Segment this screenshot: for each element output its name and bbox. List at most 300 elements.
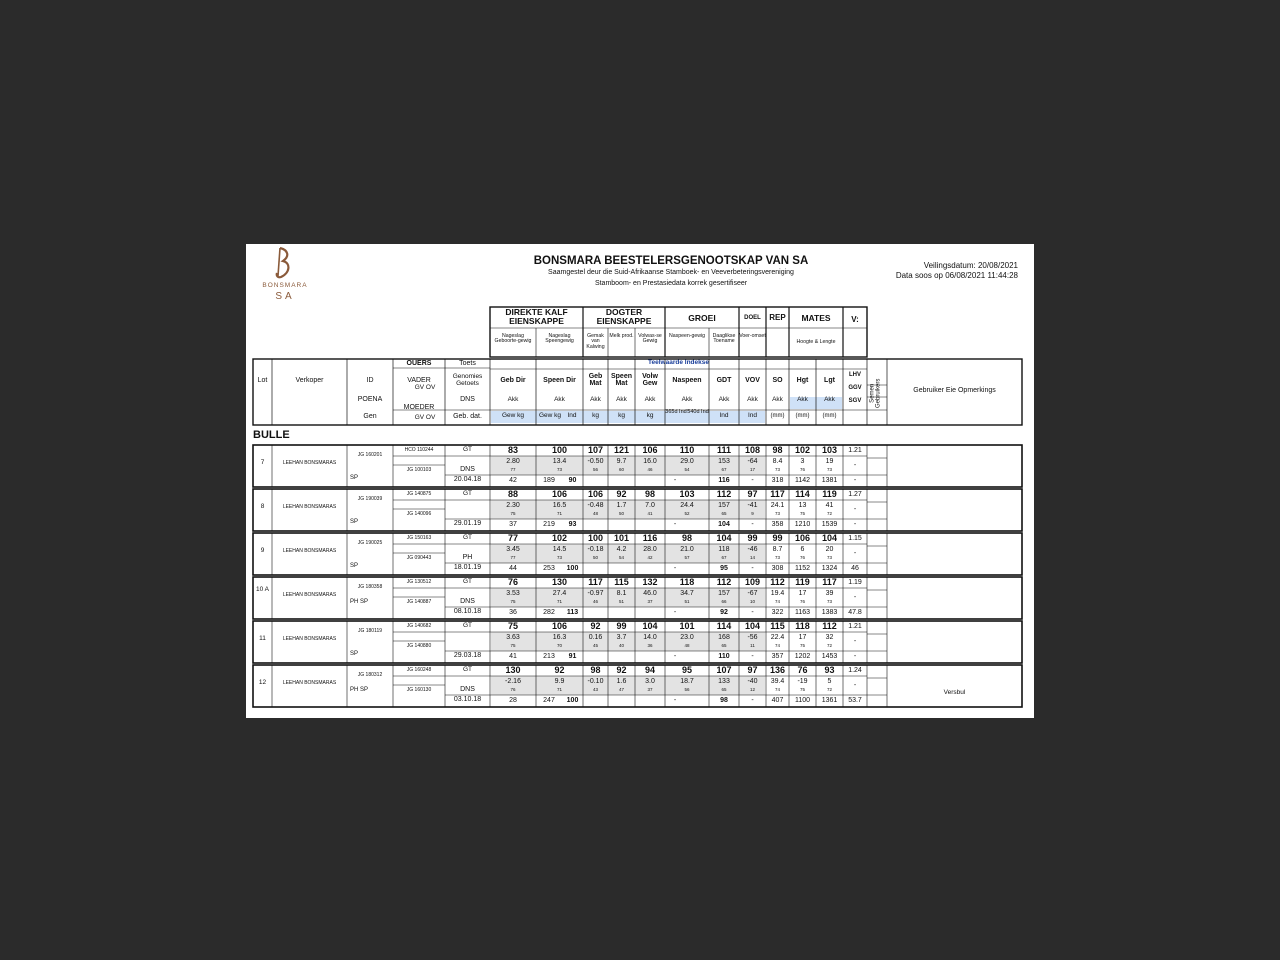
lhv-value: 1.24	[848, 667, 862, 674]
ebv-value: 14.0	[643, 634, 657, 641]
poena-status: SP	[350, 651, 359, 657]
accuracy-value: 50	[592, 555, 598, 560]
animal-id: JG 190039	[357, 496, 383, 502]
accuracy-value: 70	[556, 643, 562, 648]
accuracy-value: 9	[751, 511, 754, 516]
birth-date: 03.10.18	[453, 696, 482, 703]
birth-date: 29.01.19	[453, 520, 482, 527]
bottom-value: 1383	[821, 609, 838, 616]
ebv-value: 17	[798, 634, 807, 641]
index-value: 116	[642, 533, 658, 543]
birth-date: 20.04.18	[453, 476, 482, 483]
ebv-value: 3.0	[645, 678, 655, 685]
ebv-value: 34.7	[680, 590, 694, 597]
accuracy-value: 46	[592, 599, 598, 604]
ggv-value: -	[853, 638, 857, 645]
accuracy-value: 72	[826, 643, 832, 648]
accuracy-value: 71	[556, 687, 562, 692]
accuracy-value: 73	[556, 555, 562, 560]
accuracy-value: 73	[774, 467, 780, 472]
bottom-value: 247	[543, 697, 555, 704]
index-value: 104	[744, 621, 761, 631]
accuracy-value: 10	[749, 599, 755, 604]
subgroup-nageslag_speen: Nageslag Speengewig	[545, 333, 574, 345]
bottom-value: 113	[566, 609, 579, 616]
subgroup-hoogte: Hoogte & Lengte	[796, 339, 836, 345]
lhv-value: 1.15	[848, 535, 862, 542]
index-value: 97	[747, 489, 758, 499]
col-speen-dir: Speen Dir	[543, 377, 576, 384]
accuracy-value: 77	[510, 467, 516, 472]
index-value: 75	[507, 621, 518, 631]
index-value: 112	[822, 621, 837, 631]
poena-status: SP	[350, 475, 359, 481]
accuracy-value: 57	[684, 555, 690, 560]
index-value: 102	[794, 445, 811, 455]
bottom-value: -	[751, 697, 754, 704]
ebv-value: 5	[827, 678, 832, 685]
col-akk: Akk	[644, 396, 656, 403]
bottom-value: 253	[543, 565, 555, 572]
col-gv-ov-dam: GV OV	[414, 414, 436, 421]
accuracy-value: 72	[826, 511, 832, 516]
bottom-value: -	[751, 521, 754, 528]
accuracy-value: 76	[799, 555, 805, 560]
accuracy-value: 40	[618, 643, 624, 648]
index-value: 117	[822, 577, 837, 587]
col-gv-ov-sire: GV OV	[414, 384, 436, 391]
bottom-value: 98	[720, 697, 728, 704]
ebv-value: 3	[800, 458, 805, 465]
accuracy-value: 43	[592, 687, 598, 692]
bottom-value: 37	[509, 521, 517, 528]
ebv-value: 9.9	[554, 678, 565, 685]
seller-name: LEEHAN BONSMARAS	[282, 548, 337, 554]
ebv-value: -0.18	[587, 546, 604, 553]
bottom-value: 95	[720, 565, 728, 572]
dns-status: DNS	[460, 466, 475, 473]
index-value: 107	[716, 665, 732, 675]
group-mates: MATES	[801, 313, 831, 323]
subgroup-volwasse: Volwas-se Gewig	[638, 333, 662, 345]
poena-status: PH SP	[350, 599, 369, 605]
poena-status: SP	[350, 563, 359, 569]
accuracy-value: 48	[592, 511, 598, 516]
ebv-value: 14.5	[552, 546, 567, 553]
col-akk: Akk	[718, 396, 730, 403]
bottom-value: 1142	[794, 477, 811, 484]
subgroup-nageslag_geb: Nageslag Geboorte-gewig	[494, 333, 532, 345]
bottom-value: -	[673, 521, 677, 528]
ebv-value: 39	[825, 590, 834, 597]
accuracy-value: 67	[721, 555, 727, 560]
bottom-value: 1100	[794, 697, 811, 704]
index-value: 114	[795, 489, 810, 499]
accuracy-value: 65	[721, 687, 727, 692]
col-id: ID	[366, 377, 374, 384]
index-value: 119	[822, 489, 837, 499]
seller-name: LEEHAN BONSMARAS	[282, 636, 337, 642]
unit-kg: kg	[592, 412, 599, 419]
bottom-value: 1202	[794, 653, 811, 660]
index-value: 104	[821, 533, 838, 543]
ebv-value: -2.16	[505, 678, 521, 685]
genomic-test: GT	[462, 578, 473, 585]
bottom-value: 1539	[821, 521, 838, 528]
ebv-value: -46	[747, 546, 758, 553]
index-value: 103	[821, 445, 838, 455]
col-gdt: GDT	[716, 377, 732, 384]
unit-mm: (mm)	[795, 413, 810, 419]
ebv-value: 19	[825, 458, 834, 465]
page-subtitle: Saamgestel deur die Suid-Afrikaanse Stamboek- en Veeverbeteringsvereniging	[548, 269, 794, 276]
accuracy-value: 71	[556, 511, 562, 516]
col-semen: Semen Gebruikers	[869, 378, 882, 408]
unit-kg: kg	[646, 412, 654, 419]
col-vov: VOV	[745, 377, 760, 384]
ggv-value: -	[853, 550, 857, 557]
ebv-value: -41	[747, 502, 758, 509]
col-akk: Akk	[554, 396, 565, 403]
accuracy-value: 67	[721, 467, 727, 472]
col-akk: Akk	[797, 396, 808, 403]
col-akk: Akk	[590, 396, 601, 403]
index-value: 93	[824, 665, 835, 675]
unit-365d: 365d Ind	[665, 409, 687, 415]
col-geb-dat: Geb. dat.	[453, 413, 482, 420]
bottom-value: 357	[771, 653, 784, 660]
index-value: 92	[616, 665, 627, 675]
lot-number: 12	[258, 679, 267, 686]
ebv-value: 27.4	[552, 590, 567, 597]
sgv-value: -	[853, 521, 857, 528]
sire-id: JG 130512	[406, 579, 432, 585]
ebv-value: 157	[718, 502, 730, 509]
lhv-value: 1.27	[848, 491, 862, 498]
index-value: 109	[744, 577, 761, 587]
sire-id: HCO 110244	[404, 447, 434, 453]
ebv-value: 16.5	[552, 502, 567, 509]
accuracy-value: 75	[799, 687, 805, 692]
animal-id: JG 160201	[357, 452, 383, 458]
accuracy-value: 51	[684, 599, 690, 604]
ebv-value: -40	[747, 678, 758, 685]
ebv-value: 3.53	[506, 590, 520, 597]
accuracy-value: 51	[618, 599, 624, 604]
accuracy-value: 72	[826, 687, 832, 692]
bottom-value: -	[673, 609, 677, 616]
col-geb-dir: Geb Dir	[500, 377, 526, 384]
accuracy-value: 73	[826, 467, 832, 472]
bottom-value: 93	[568, 521, 577, 528]
bottom-value: 1210	[794, 521, 811, 528]
index-value: 100	[587, 533, 604, 543]
ebv-value: 39.4	[770, 678, 785, 685]
col-akk: Akk	[616, 396, 627, 403]
page-subtitle-2: Stamboom- en Prestasiedata korrek gesertifiseer	[594, 280, 748, 287]
index-value: 107	[587, 445, 604, 455]
poena-status: SP	[350, 519, 359, 525]
index-value: 121	[613, 445, 630, 455]
index-value: 117	[588, 577, 603, 587]
index-value: 106	[551, 489, 568, 499]
ebv-value: 23.0	[680, 634, 694, 641]
ebv-value: 133	[718, 678, 730, 685]
col-poena: POENA	[357, 396, 383, 403]
index-value: 103	[679, 489, 695, 499]
lhv-value: 1.21	[848, 447, 862, 454]
bottom-value: 100	[566, 697, 579, 704]
sgv-value: -	[853, 477, 857, 484]
bottom-value: 1152	[794, 565, 811, 572]
group-dogter: DOGTER EIENSKAPPE	[596, 307, 652, 326]
index-value: 118	[795, 621, 810, 631]
ebv-value: 157	[718, 590, 730, 597]
ebv-value: -56	[747, 634, 758, 641]
genomic-test: GT	[462, 534, 473, 541]
accuracy-value: 73	[556, 467, 562, 472]
ebv-value: 3.45	[506, 546, 520, 553]
index-value: 92	[616, 489, 627, 499]
accuracy-value: 76	[799, 599, 805, 604]
ggv-value: -	[853, 506, 857, 513]
index-value: 110	[679, 445, 695, 455]
index-value: 108	[744, 445, 761, 455]
ebv-value: 29.0	[680, 458, 694, 465]
sgv-value: 46	[851, 565, 859, 572]
accuracy-value: 54	[684, 467, 690, 472]
index-value: 76	[797, 665, 808, 675]
ebv-value: -19	[797, 678, 808, 685]
sire-id: JG 150163	[406, 535, 432, 541]
dam-id: JG 140880	[406, 643, 432, 649]
index-value: 115	[770, 621, 785, 631]
accuracy-value: 74	[774, 643, 780, 648]
unit-540d: 540d Ind	[687, 409, 709, 415]
genomic-test: GT	[462, 622, 473, 629]
dam-id: JG 090443	[406, 555, 432, 561]
bottom-value: 92	[720, 609, 728, 616]
ebv-value: -0.10	[587, 678, 604, 685]
bottom-value: 318	[771, 477, 784, 484]
ebv-value: 21.0	[680, 546, 694, 553]
birth-date: 18.01.19	[453, 564, 482, 571]
bottom-value: -	[673, 565, 677, 572]
index-value: 92	[590, 621, 601, 631]
lhv-value: 1.21	[848, 623, 862, 630]
accuracy-value: 75	[510, 599, 516, 604]
dam-id: JG 100103	[406, 467, 432, 473]
seller-name: LEEHAN BONSMARAS	[282, 592, 337, 598]
unit-ind: Ind	[567, 412, 577, 419]
ebv-value: 153	[718, 458, 730, 465]
index-value: 77	[507, 533, 518, 543]
seller-name: LEEHAN BONSMARAS	[282, 504, 337, 510]
bottom-value: -	[751, 609, 754, 616]
animal-id: JG 180358	[357, 584, 383, 590]
data-as-of: Data soos op 06/08/2021 11:44:28	[895, 271, 1018, 280]
accuracy-value: 73	[774, 511, 780, 516]
index-value: 98	[590, 665, 601, 675]
ebv-value: 3.7	[616, 634, 627, 641]
ebv-value: 24.1	[770, 502, 785, 509]
col-opmerkings: Gebruiker Eie Opmerkings	[913, 387, 996, 394]
ebv-value: 8.7	[772, 546, 783, 553]
ebv-value: -67	[747, 590, 758, 597]
ebv-value: 8.1	[616, 590, 627, 597]
bottom-value: 219	[543, 521, 555, 528]
accuracy-value: 17	[749, 467, 755, 472]
bottom-value: 44	[509, 565, 517, 572]
col-ouers: OUERS	[406, 360, 432, 367]
lot-number: 11	[259, 635, 266, 642]
bottom-value: -	[751, 653, 754, 660]
subgroup-voer: Voer-omset	[739, 333, 766, 339]
ebv-value: -0.48	[587, 502, 604, 509]
accuracy-value: 41	[647, 511, 653, 516]
ebv-value: 3.63	[506, 634, 520, 641]
index-value: 117	[770, 489, 785, 499]
index-value: 102	[551, 533, 568, 543]
ebv-value: 8.4	[772, 458, 783, 465]
subgroup-daaglikse: Daaglikse Toename	[712, 333, 736, 345]
index-value: 92	[554, 665, 565, 675]
dns-status: DNS	[460, 598, 475, 605]
bottom-value: 1324	[821, 565, 838, 572]
seller-name: LEEHAN BONSMARAS	[282, 460, 337, 466]
index-value: 136	[769, 665, 786, 675]
index-value: 100	[551, 445, 568, 455]
ebv-value: 13	[798, 502, 807, 509]
index-value: 106	[587, 489, 604, 499]
col-gen: Gen	[363, 413, 377, 420]
group-doel: DOEL	[744, 315, 761, 321]
ebv-value: 41	[825, 502, 834, 509]
ebv-value: 17	[798, 590, 807, 597]
col-lot: Lot	[257, 377, 268, 384]
ebv-value: 4.2	[616, 546, 627, 553]
unit-ind: Ind	[719, 412, 729, 419]
logo-sa: SA	[275, 291, 295, 302]
col-verkoper: Verkoper	[295, 377, 324, 384]
index-value: 104	[716, 533, 732, 543]
ebv-value: 46.0	[643, 590, 657, 597]
index-value: 112	[770, 577, 785, 587]
accuracy-value: 48	[684, 643, 690, 648]
accuracy-value: 75	[510, 511, 516, 516]
col-speen-mat: Speen Mat	[610, 373, 632, 388]
col-ggv: GGV	[848, 385, 862, 391]
accuracy-value: 52	[684, 511, 690, 516]
index-value: 83	[507, 445, 518, 455]
col-volw-gew: Volw Gew	[642, 373, 658, 388]
accuracy-value: 71	[556, 599, 562, 604]
ebv-value: 22.4	[770, 634, 785, 641]
lhv-value: 1.19	[848, 579, 862, 586]
page-title: BONSMARA BEESTELERSGENOOTSKAP VAN SA	[533, 255, 809, 267]
unit-mm: (mm)	[770, 413, 785, 419]
genomic-test: GT	[462, 490, 473, 497]
index-value: 98	[681, 533, 692, 543]
accuracy-value: 60	[618, 467, 624, 472]
index-value: 104	[642, 621, 658, 631]
index-value: 118	[679, 577, 695, 587]
bottom-value: 1381	[821, 477, 838, 484]
col-toets: Toets	[459, 360, 476, 367]
bottom-value: 1453	[821, 653, 838, 660]
bottom-value: -	[673, 477, 677, 484]
col-sgv: SGV	[848, 398, 862, 404]
sire-id: JG 140682	[406, 623, 432, 629]
index-value: 101	[613, 533, 630, 543]
group-v: V:	[851, 315, 859, 324]
index-value: 98	[772, 445, 783, 455]
index-value: 101	[679, 621, 695, 631]
col-akk: Akk	[772, 396, 783, 403]
ebv-value: 32	[825, 634, 834, 641]
bottom-value: -	[673, 653, 677, 660]
accuracy-value: 14	[749, 555, 755, 560]
group-rep: REP	[769, 313, 786, 322]
accuracy-value: 50	[618, 511, 624, 516]
accuracy-value: 75	[510, 643, 516, 648]
col-akk: Akk	[824, 396, 835, 403]
index-value: 115	[614, 577, 629, 587]
accuracy-value: 73	[826, 599, 832, 604]
sgv-value: -	[853, 653, 857, 660]
col-geb-mat: Geb Mat	[588, 373, 603, 388]
bottom-value: -	[751, 477, 754, 484]
genomic-test: GT	[462, 666, 473, 673]
accuracy-value: 74	[774, 599, 780, 604]
bottom-value: 116	[718, 477, 730, 484]
poena-status: PH SP	[350, 687, 369, 693]
bottom-value: 110	[718, 653, 730, 660]
accuracy-value: 45	[592, 643, 598, 648]
accuracy-value: 46	[647, 467, 653, 472]
index-value: 106	[551, 621, 568, 631]
ebv-value: 19.4	[770, 590, 785, 597]
accuracy-value: 54	[618, 555, 624, 560]
index-value: 99	[772, 533, 783, 543]
unit-mm: (mm)	[822, 413, 837, 419]
ebv-value: 16.0	[643, 458, 657, 465]
ebv-value: 7.0	[645, 502, 655, 509]
dns-status: DNS	[460, 686, 475, 693]
index-value: 114	[716, 621, 732, 631]
teelwaarde-header: Teelwaarde Indekse	[648, 359, 709, 366]
col-moeder: MOEDER	[403, 404, 435, 411]
ebv-value: 168	[718, 634, 730, 641]
section-label-bulle: BULLE	[253, 429, 290, 441]
index-value: 99	[616, 621, 627, 631]
col-lgt: Lgt	[824, 377, 835, 384]
dns-status: PH	[462, 554, 473, 561]
bottom-value: 213	[543, 653, 555, 660]
col-vader: VADER	[407, 377, 431, 384]
unit-gew-kg: Gew kg	[538, 412, 562, 419]
dam-id: JG 140096	[406, 511, 432, 517]
bottom-value: -	[751, 565, 754, 572]
col-akk: Akk	[681, 396, 693, 403]
unit-ind: Ind	[747, 412, 758, 419]
ebv-value: 28.0	[643, 546, 657, 553]
ebv-value: 118	[718, 546, 730, 553]
bottom-value: 1361	[821, 697, 838, 704]
index-value: 112	[716, 577, 732, 587]
ebv-value: 18.7	[680, 678, 694, 685]
index-value: 119	[795, 577, 810, 587]
